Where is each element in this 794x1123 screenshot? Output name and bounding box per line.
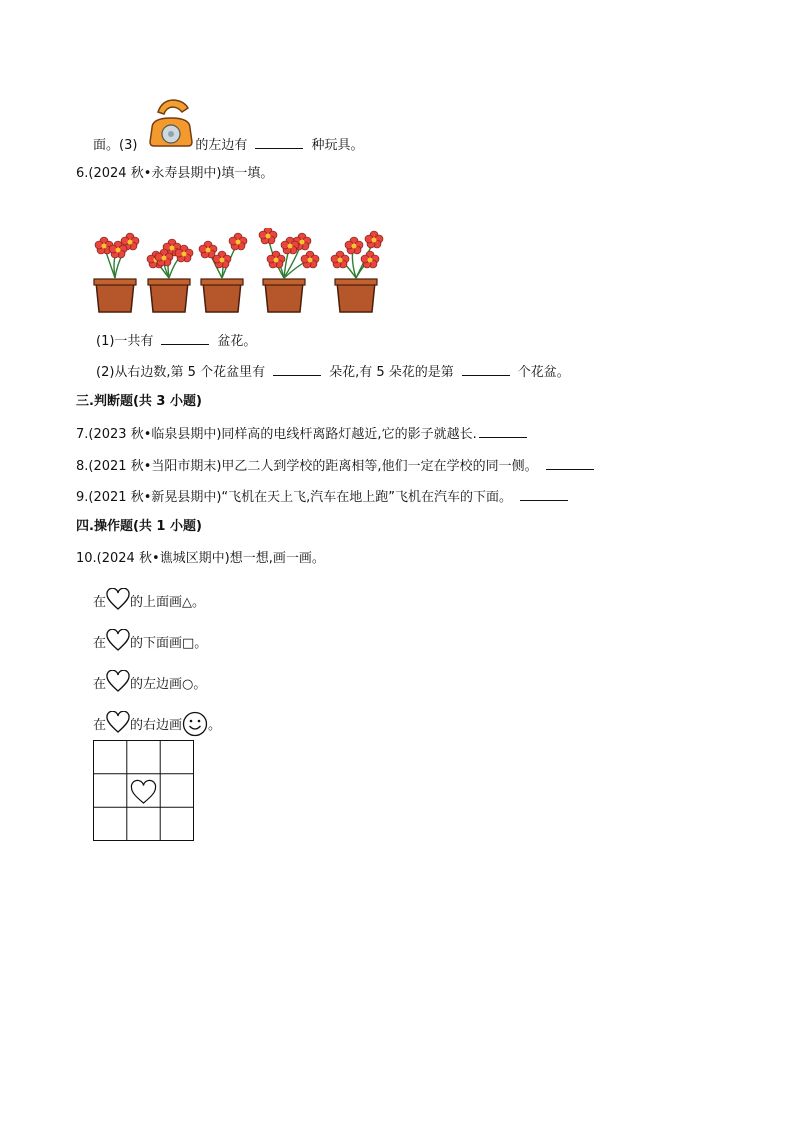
q6-p2-blank-1[interactable] [273, 361, 321, 376]
grid-heart-icon [131, 780, 155, 803]
q5-prefix: 面。(3) [93, 138, 138, 153]
q9-text: 9.(2021 秋•新晃县期中)“飞机在天上飞,汽车在地上跑”飞机在汽车的下面。 [76, 490, 513, 505]
q10-l3-pre: 在 [93, 677, 107, 692]
q10-line-3 [93, 670, 206, 695]
q5-suffix: 种玩具。 [311, 138, 364, 153]
q10-l1-post: 的上面画△。 [130, 595, 206, 610]
q10-l3-post: 的左边画○。 [130, 677, 207, 692]
q10-l4-post: 的右边画 [130, 718, 183, 733]
q5-answer-blank[interactable] [255, 134, 303, 149]
q10-l2-post: 的下面画□。 [130, 636, 208, 651]
q6-p2-c: 个花盆。 [517, 365, 570, 380]
q10-l4-pre: 在 [93, 718, 107, 733]
q10-header: 10.(2024 秋•谯城区期中)想一想,画一画。 [76, 551, 325, 566]
flower-pots-image [88, 228, 388, 314]
heart-icon [106, 711, 130, 735]
section4-title: 四.操作题(共 1 小题) [76, 519, 202, 534]
q10-l2-pre: 在 [93, 636, 107, 651]
q5-tail-line [93, 134, 363, 156]
q6-p2-blank-2[interactable] [462, 361, 510, 376]
smiley-face-icon [182, 711, 208, 737]
q6-header: 6.(2024 秋•永寿县期中)填一填。 [76, 166, 274, 181]
q6-p1-prefix: (1)一共有 [96, 334, 154, 349]
q6-p1-suffix: 盆花。 [217, 334, 257, 349]
q9-blank[interactable] [520, 486, 568, 501]
section3-title: 三.判断题(共 3 小题) [76, 394, 202, 409]
q10-line-2 [93, 629, 207, 654]
q5-middle: 的左边有 [195, 138, 248, 153]
q6-p1-blank[interactable] [161, 330, 209, 345]
heart-icon [106, 629, 130, 653]
q10-line-1 [93, 588, 205, 613]
q10-l4-suffix: 。 [208, 718, 222, 733]
heart-icon [106, 588, 130, 612]
heart-icon [106, 670, 130, 694]
q9-line [76, 486, 576, 508]
q6-p2-b: 朵花,有 5 朵花的是第 [329, 365, 454, 380]
q7-line [76, 423, 535, 445]
drawing-grid[interactable] [93, 740, 194, 841]
telephone-icon [148, 98, 194, 148]
q10-line-4 [93, 711, 221, 737]
q7-text: 7.(2023 秋•临泉县期中)同样高的电线杆离路灯越近,它的影子就越长. [76, 427, 477, 442]
q10-l1-pre: 在 [93, 595, 107, 610]
q8-text: 8.(2021 秋•当阳市期末)甲乙二人到学校的距离相等,他们一定在学校的同一侧。 [76, 459, 538, 474]
q6-part2 [96, 361, 570, 383]
q6-p2-a: (2)从右边数,第 5 个花盆里有 [96, 365, 266, 380]
q7-blank[interactable] [479, 423, 527, 438]
q6-part1 [96, 330, 256, 352]
q8-line [76, 455, 602, 477]
q8-blank[interactable] [546, 455, 594, 470]
